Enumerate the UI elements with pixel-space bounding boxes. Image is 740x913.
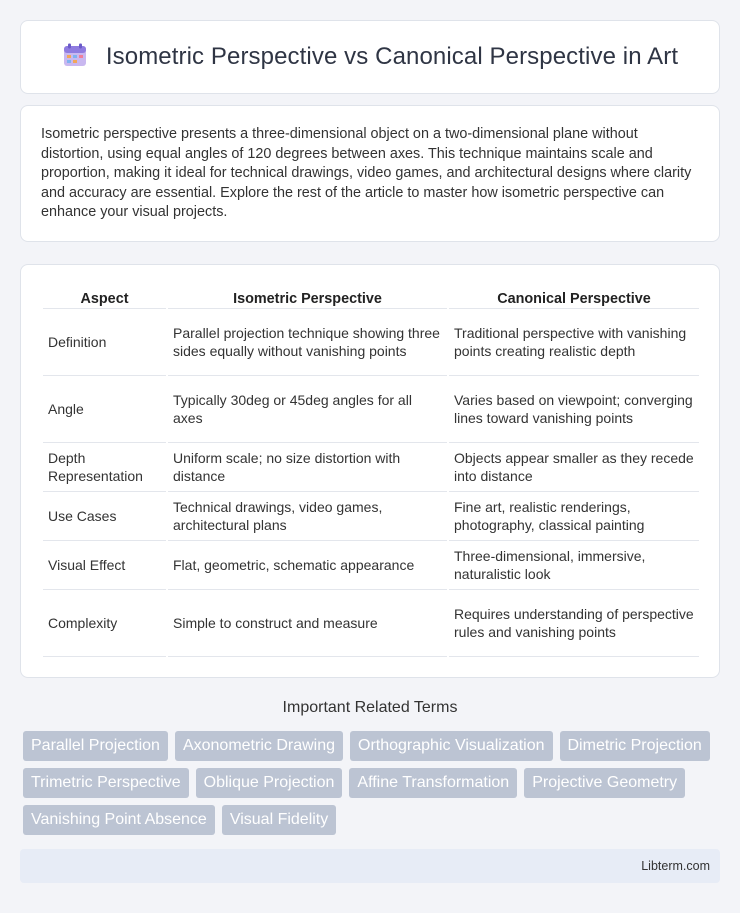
table-row <box>43 309 699 376</box>
title-wrap <box>62 42 678 73</box>
table-row <box>43 443 699 492</box>
cell-aspect: Complexity <box>43 590 166 657</box>
intro-card <box>20 105 720 242</box>
cell-isometric: Simple to construct and measure <box>168 590 447 657</box>
cell-aspect: Definition <box>43 309 166 376</box>
header-aspect: Aspect <box>43 285 166 309</box>
cell-aspect: Visual Effect <box>43 541 166 590</box>
header-card <box>20 20 720 94</box>
table-row <box>43 541 699 590</box>
related-terms-list <box>23 731 723 835</box>
cell-isometric: Technical drawings, video games, architectural plans <box>168 492 447 541</box>
related-term-tag[interactable]: Parallel Projection <box>23 731 168 761</box>
header-isometric: Isometric Perspective <box>168 285 447 309</box>
cell-isometric: Typically 30deg or 45deg angles for all axes <box>168 376 447 443</box>
calendar-icon <box>62 42 88 73</box>
cell-canonical: Requires understanding of perspective rules and vanishing points <box>449 590 699 657</box>
comparison-card <box>20 264 720 678</box>
cell-canonical: Traditional perspective with vanishing points creating realistic depth <box>449 309 699 376</box>
related-term-tag[interactable]: Projective Geometry <box>524 768 685 798</box>
related-term-tag[interactable]: Trimetric Perspective <box>23 768 189 798</box>
intro-text: Isometric perspective presents a three-dimensional object on a two-dimensional plane without distortion, using equal angles of 120 degrees between axes. This technique maintains scale and proportion, making it ideal for technical drawings, video games, and architectural designs where clarity and accuracy are essential. Explore the rest of the article to master how isometric perspective can enhance your visual projects. <box>41 126 692 221</box>
cell-canonical: Three-dimensional, immersive, naturalistic look <box>449 541 699 590</box>
table-row <box>43 492 699 541</box>
cell-isometric: Parallel projection technique showing three sides equally without vanishing points <box>168 309 447 376</box>
cell-canonical: Fine art, realistic renderings, photography, classical painting <box>449 492 699 541</box>
related-term-tag[interactable]: Vanishing Point Absence <box>23 805 215 835</box>
header-canonical: Canonical Perspective <box>449 285 699 309</box>
related-term-tag[interactable]: Visual Fidelity <box>222 805 336 835</box>
table-header-row <box>43 285 699 309</box>
related-term-tag[interactable]: Oblique Projection <box>196 768 343 798</box>
table-row <box>43 590 699 657</box>
cell-aspect: Angle <box>43 376 166 443</box>
cell-canonical: Varies based on viewpoint; converging lines toward vanishing points <box>449 376 699 443</box>
comparison-table <box>41 285 701 657</box>
cell-isometric: Uniform scale; no size distortion with distance <box>168 443 447 492</box>
cell-isometric: Flat, geometric, schematic appearance <box>168 541 447 590</box>
related-term-tag[interactable]: Axonometric Drawing <box>175 731 343 761</box>
cell-aspect: Use Cases <box>43 492 166 541</box>
related-term-tag[interactable]: Dimetric Projection <box>560 731 710 761</box>
cell-aspect: Depth Representation <box>43 443 166 492</box>
related-term-tag[interactable]: Affine Transformation <box>349 768 517 798</box>
footer <box>20 849 720 883</box>
table-row <box>43 376 699 443</box>
footer-site-link[interactable]: Libterm.com <box>641 859 710 873</box>
related-term-tag[interactable]: Orthographic Visualization <box>350 731 552 761</box>
cell-canonical: Objects appear smaller as they recede into distance <box>449 443 699 492</box>
page-title: Isometric Perspective vs Canonical Perspective in Art <box>105 43 679 70</box>
related-terms-title: Important Related Terms <box>282 699 458 716</box>
